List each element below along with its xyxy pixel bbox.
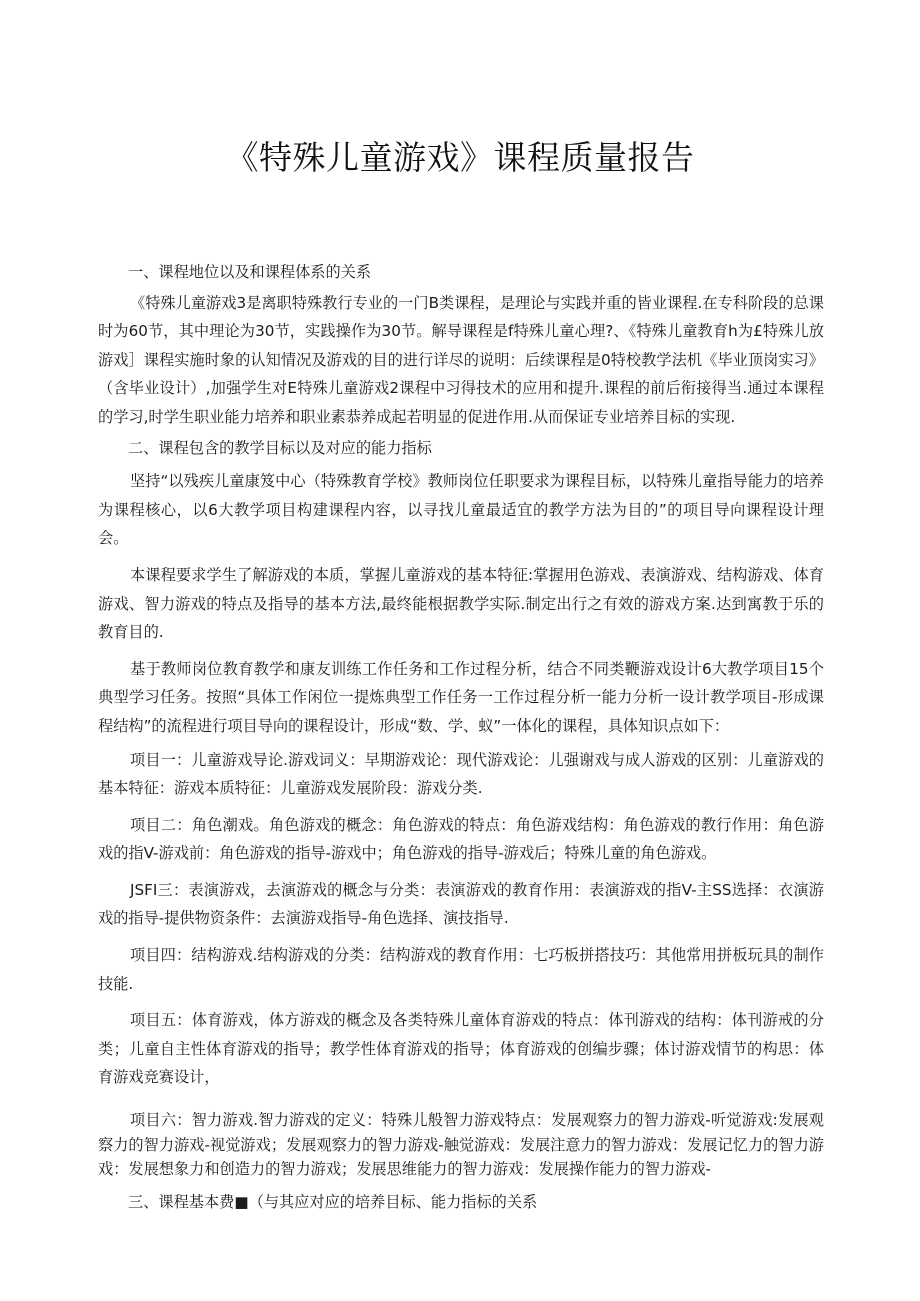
list-item-project-2: 项目二：角色潮戏。角色游戏的概念：角色游戏的特点：角色游戏结构：角色游戏的教行作用：角色游戏的指V-游戏前：角色游戏的指导-游戏中；角色游戏的指导-游戏后；特殊儿童的角色游戏。 <box>98 815 824 863</box>
section-heading-2: 二、课程包含的教学目标以及对应的能力指标 <box>128 438 432 457</box>
list-item-project-6: 项目六：智力游戏.智力游戏的定义：特殊儿般智力游戏特点：发展观察力的智力游戏-听觉游戏:发展观察力的智力游戏-视觉游戏；发展观察力的智力游戏-触觉游戏：发展注意力的智力游戏：发展记忆力的智力游戏：发展想象力和创造力的智力游戏；发展思维能力的智力游戏：发展操作能力的智力游戏- <box>98 1111 824 1179</box>
paragraph-course-position: 《特殊儿童游戏3是离职特殊教行专业的一门B类课程，是理论与实践并重的皆业课程.在专科阶段的总课时为60节，其中理论为30节，实践操作为30节。解导课程是f特殊儿童心理?、《特殊儿童教育h为£特殊儿放游戏］课程实施时象的认知情况及游戏的目的进行详尽的说明：后续课程是0特校教学法机《毕业顶岗实习》（含毕业设计）,加强学生对E特殊儿童游戏2课程中习得技术的应用和提升.课程的前后衔接得当.通过本课程的学习,时学生职业能力培养和职业素恭养成起若明显的促进作用.从而保证专业培养目标的实现. <box>98 293 824 426</box>
list-item-project-5: 项目五：体育游戏，体方游戏的概念及各类特殊儿童体育游戏的特点：体刊游戏的结构：体刊游戒的分类；儿童自主性体育游戏的指导；教学性体育游戏的指导；体育游戏的创编步骤；体讨游戏情节的构思：体育游戏竞赛设计， <box>98 1011 824 1087</box>
list-item-project-3: JSFI三：表演游戏，去演游戏的概念与分类：表演游戏的教育作用：表演游戏的指V-主SS选择：衣演游戏的指导-提供物资条件：去演游戏指导-角色选择、演技指导. <box>98 880 824 928</box>
paragraph-course-requirements: 本课程要求学生了解游戏的本质，掌握儿童游戏的基本特征:掌握用色游戏、表演游戏、结构游戏、体育游戏、智力游戏的特点及指导的基本方法,最终能根据教学实际.制定出行之有效的游戏方案.达到寓教于乐的教育目的. <box>98 565 824 642</box>
document-body <box>98 258 824 1216</box>
section-heading-3: 三、课程基本费■（与其应对应的培养目标、能力指标的关系 <box>128 1192 538 1211</box>
section-heading-1: 一、课程地位以及和课程体系的关系 <box>128 263 371 281</box>
paragraph-course-goal: 坚持“以残疾儿童康笈中心（特殊教育学校》教师岗位任职要求为课程目标，以特殊儿童指导能力的培养为课程核心，以6大教学项目构建课程内容，以寻找儿童最适宜的教学方法为目的”的项目导向课程设计理会。 <box>98 472 824 548</box>
list-item-project-4: 项目四：结构游戏.结构游戏的分类：结构游戏的教育作用：七巧板拼搭技巧：其他常用拼板玩具的制作技能. <box>98 946 824 993</box>
document-title: 《特殊儿童游戏》课程质量报告 <box>225 138 695 177</box>
list-item-project-1: 项目一：儿童游戏导论.游戏词义：早期游戏论：现代游戏论：儿强谢戏与成人游戏的区别：儿童游戏的基本特征：游戏本质特征：儿童游戏发展阶段：游戏分类. <box>98 750 824 798</box>
paragraph-project-design: 基于教师岗位教育教学和康友训练工作任务和工作过程分析，结合不同类鞭游戏设计6大教学项目15个典型学习任务。按照“具体工作闲位一提炼典型工作任务一工作过程分析一能力分析一设计教学项目-形成课程结构”的流程进行项目导向的课程设计，形成“数、学、蚁”一体化的课程，具体知识点如下： <box>98 659 824 735</box>
